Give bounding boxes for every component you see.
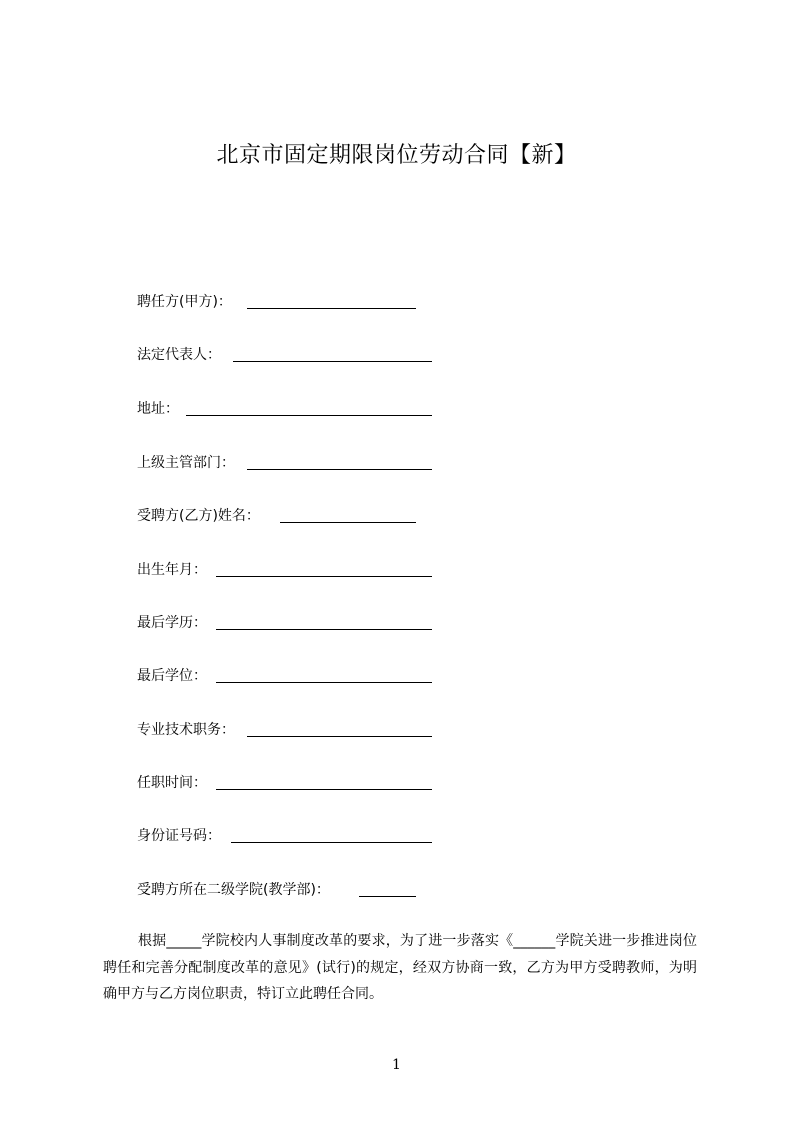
field-legal-representative[interactable] [137, 344, 221, 368]
field-label: 最后学历： [137, 615, 207, 631]
body-paragraph: 根据_____学院校内人事制度改革的要求，为了进一步落实《______学院关进一步推进岗位聘任和完善分配制度改革的意见》(试行)的规定，经双方协商一致，乙方为甲方受聘教师，为明确甲方与乙方岗位职责，特订立此聘任合同。 [103, 933, 697, 1002]
field-label: 受聘方所在二级学院(教学部)： [137, 882, 330, 898]
field-label: 上级主管部门： [137, 455, 235, 471]
field-label: 身份证号码： [137, 828, 221, 844]
field-label: 受聘方(乙方)姓名： [137, 508, 260, 524]
blank-line[interactable] [186, 415, 432, 416]
blank-line[interactable] [233, 361, 432, 362]
blank-line[interactable] [216, 629, 432, 630]
field-label: 出生年月： [137, 562, 207, 578]
field-label: 专业技术职务： [137, 722, 235, 738]
field-label: 最后学位： [137, 668, 207, 684]
field-employer[interactable] [137, 291, 232, 315]
field-education[interactable] [137, 612, 207, 636]
blank-line[interactable] [359, 896, 416, 897]
blank-line[interactable] [216, 789, 432, 790]
field-label: 聘任方(甲方)： [137, 294, 232, 310]
blank-line[interactable] [216, 576, 432, 577]
page-number: 1 [392, 1057, 401, 1073]
document-title: 北京市固定期限岗位劳动合同【新】 [216, 143, 577, 168]
blank-line[interactable] [247, 469, 432, 470]
field-label: 地址： [137, 401, 179, 417]
field-label: 任职时间： [137, 775, 207, 791]
blank-line[interactable] [231, 842, 432, 843]
field-employee-name[interactable] [137, 505, 260, 529]
field-tenure-time[interactable] [137, 772, 207, 796]
field-supervising-department[interactable] [137, 452, 235, 476]
blank-line[interactable] [247, 308, 416, 309]
field-birth-date[interactable] [137, 559, 207, 583]
field-address[interactable] [137, 398, 179, 422]
field-id-number[interactable] [137, 825, 221, 849]
field-degree[interactable] [137, 665, 207, 689]
field-professional-title[interactable] [137, 719, 235, 743]
blank-line[interactable] [216, 682, 432, 683]
blank-line[interactable] [247, 736, 432, 737]
field-label: 法定代表人： [137, 347, 221, 363]
blank-line[interactable] [280, 522, 416, 523]
field-department[interactable] [137, 879, 330, 903]
